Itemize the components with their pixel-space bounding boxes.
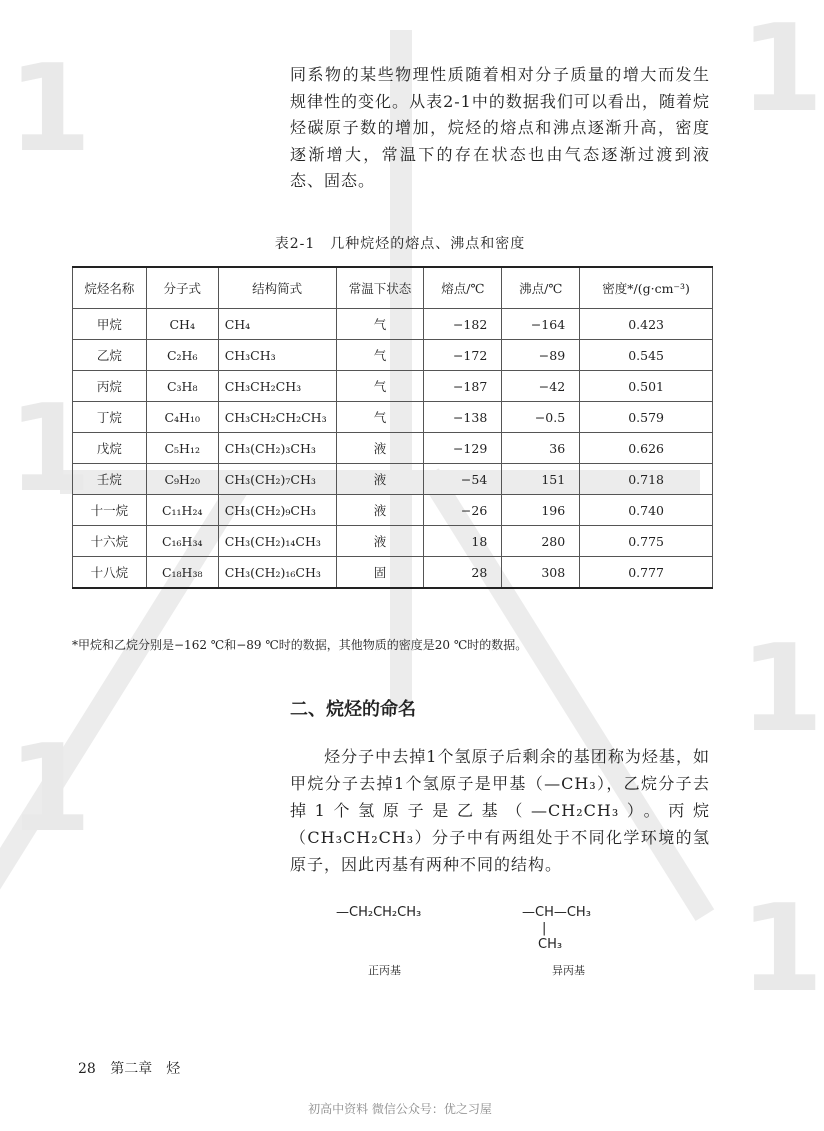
cell-formula: C₁₈H₃₈ [146,557,218,589]
cell-boiling-point: 151 [502,464,580,495]
cell-density: 0.740 [580,495,713,526]
source-watermark-text: 初高中资料 微信公众号：优之习屋 [308,1102,492,1116]
header-formula: 分子式 [146,267,218,309]
cell-structure: CH₃CH₂CH₃ [218,371,336,402]
cell-state: 气 [336,309,424,340]
cell-state: 液 [336,464,424,495]
n-propyl-label: 正丙基 [368,964,401,977]
section-heading: 二、烷烃的命名 [290,699,416,720]
table-row [73,402,713,433]
table-row [73,340,713,371]
cell-formula: CH₄ [146,309,218,340]
cell-formula: C₁₁H₂₄ [146,495,218,526]
cell-structure: CH₄ [218,309,336,340]
table-row [73,557,713,589]
cell-structure: CH₃(CH₂)₁₆CH₃ [218,557,336,589]
cell-formula: C₄H₁₀ [146,402,218,433]
table-row [73,495,713,526]
cell-state: 气 [336,402,424,433]
cell-melting-point: 28 [424,557,502,589]
table-row [73,526,713,557]
cell-state: 液 [336,495,424,526]
alkane-properties-table [72,266,713,589]
cell-density: 0.777 [580,557,713,589]
table-row [73,371,713,402]
cell-melting-point: −26 [424,495,502,526]
cell-density: 0.501 [580,371,713,402]
cell-boiling-point: −89 [502,340,580,371]
cell-melting-point: −172 [424,340,502,371]
chapter-title: 第二章 烃 [110,1061,181,1077]
cell-structure: CH₃CH₃ [218,340,336,371]
page-footer [78,1058,180,1078]
cell-boiling-point: −42 [502,371,580,402]
cell-name: 戊烷 [73,433,147,464]
cell-name: 十八烷 [73,557,147,589]
cell-formula: C₂H₆ [146,340,218,371]
cell-state: 气 [336,371,424,402]
cell-density: 0.579 [580,402,713,433]
cell-state: 固 [336,557,424,589]
intro-paragraph: 同系物的某些物理性质随着相对分子质量的增大而发生规律性的变化。从表2-1中的数据我们可以看出，随着烷烃碳原子数的增加，烷烃的熔点和沸点逐渐升高，密度逐渐增大，常温下的存在状态也由气态逐渐过渡到液态、固态。 [290,65,710,190]
table-row [73,309,713,340]
watermark-digit: 1 [740,880,824,1019]
cell-name: 壬烷 [73,464,147,495]
cell-melting-point: −187 [424,371,502,402]
cell-melting-point: −54 [424,464,502,495]
cell-structure: CH₃(CH₂)₉CH₃ [218,495,336,526]
table-header-row [73,267,713,309]
watermark-digit: 1 [8,40,92,179]
cell-formula: C₃H₈ [146,371,218,402]
cell-state: 气 [336,340,424,371]
cell-melting-point: −138 [424,402,502,433]
section-body: 烃分子中去掉1个氢原子后剩余的基团称为烃基，如甲烷分子去掉1个氢原子是甲基（—CH₃），乙烷分子去掉1个氢原子是乙基（—CH₂CH₃）。丙烷（CH₃CH₂CH₃）分子中有两组处于不同化学环境的氢原子，因此丙基有两种不同的结构。 [290,747,710,874]
page-number: 28 [78,1061,96,1077]
isopropyl-label: 异丙基 [552,964,585,977]
cell-structure: CH₃(CH₂)₇CH₃ [218,464,336,495]
cell-structure: CH₃CH₂CH₂CH₃ [218,402,336,433]
cell-boiling-point: 280 [502,526,580,557]
isopropyl-structure: —CH—CH₃ [522,905,591,920]
isopropyl-branch: CH₃ [538,937,563,952]
cell-structure: CH₃(CH₂)₁₄CH₃ [218,526,336,557]
header-state: 常温下状态 [336,267,424,309]
cell-density: 0.775 [580,526,713,557]
cell-density: 0.718 [580,464,713,495]
cell-density: 0.626 [580,433,713,464]
cell-boiling-point: 36 [502,433,580,464]
cell-state: 液 [336,433,424,464]
watermark-digit: 1 [8,720,92,859]
cell-boiling-point: 196 [502,495,580,526]
cell-boiling-point: −0.5 [502,402,580,433]
cell-name: 十六烷 [73,526,147,557]
header-boiling-point: 沸点/℃ [502,267,580,309]
cell-formula: C₅H₁₂ [146,433,218,464]
cell-name: 甲烷 [73,309,147,340]
n-propyl-structure: —CH₂CH₂CH₃ [336,905,422,920]
cell-melting-point: −129 [424,433,502,464]
header-name: 烷烃名称 [73,267,147,309]
cell-state: 液 [336,526,424,557]
table-row [73,464,713,495]
header-melting-point: 熔点/℃ [424,267,502,309]
cell-structure: CH₃(CH₂)₃CH₃ [218,433,336,464]
cell-density: 0.423 [580,309,713,340]
cell-formula: C₁₆H₃₄ [146,526,218,557]
cell-name: 丁烷 [73,402,147,433]
cell-melting-point: 18 [424,526,502,557]
cell-melting-point: −182 [424,309,502,340]
isopropyl-bond: | [542,921,547,936]
cell-density: 0.545 [580,340,713,371]
table-footnote: *甲烷和乙烷分别是−162 ℃和−89 ℃时的数据，其他物质的密度是20 ℃时的数据。 [72,638,528,652]
header-density: 密度*/(g·cm⁻³) [580,267,713,309]
header-structure: 结构简式 [218,267,336,309]
table-row [73,433,713,464]
cell-name: 乙烷 [73,340,147,371]
cell-formula: C₉H₂₀ [146,464,218,495]
cell-name: 丙烷 [73,371,147,402]
watermark-digit: 1 [740,0,824,139]
watermark-digit: 1 [8,380,92,519]
cell-boiling-point: −164 [502,309,580,340]
cell-name: 十一烷 [73,495,147,526]
cell-boiling-point: 308 [502,557,580,589]
watermark-digit: 1 [740,620,824,759]
table-caption: 表2-1 几种烷烃的熔点、沸点和密度 [274,236,526,252]
